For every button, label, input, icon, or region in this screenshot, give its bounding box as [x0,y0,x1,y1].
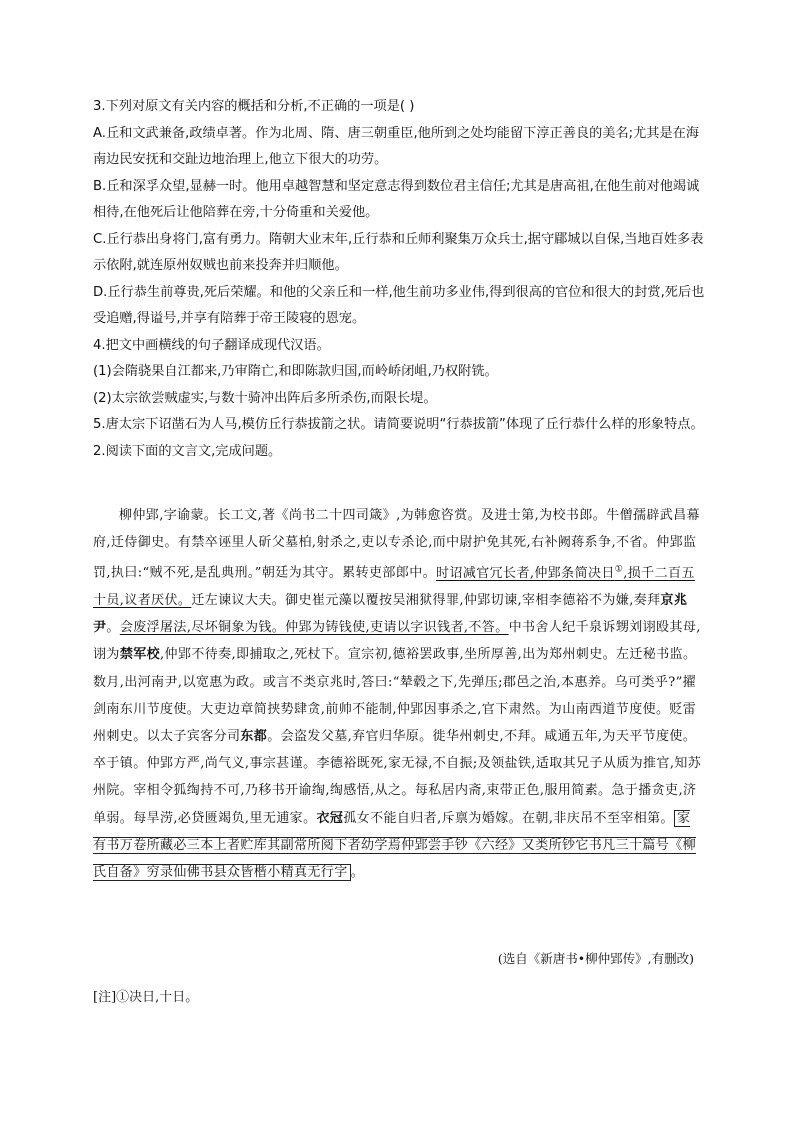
bold-term: 禁军校 [119,647,161,663]
question-3 [93,94,705,465]
passage-segment: 。 [350,864,365,880]
passage-segment: 迁左谏议大夫。御史崔元藻以覆按吴湘狱得罪,仲郢切谏,宰相李德裕不为嫌,奏拜 [191,592,661,608]
option-d: D.丘行恭生前尊贵,死后荣耀。和他的父亲丘和一样,他生前功多业伟,得到很高的官位和很大的封赏,死后也受追赠,得谥号,并享有陪葬于帝王陵寝的恩宠。 [93,284,705,326]
passage-segment: 。会盗发父墓,弃官归华原。徙华州刺史,不拜。咸通五年,为天平节度使。卒于镇。仲郢方严,尚气义,事宗甚谨。李德裕既死,家无禄,不自振;及领盐铁,适取其兄子从质为推官,知苏州院。宰相令狐绹持不可,乃移书开谕绹,绹感悟,从之。每私居内斋,束带正色,服用简素。急于播贪吏,济单弱。每旱涝,必贷匮竭负,里无逋家。 [93,728,702,826]
question-5-stem: 5.唐太宗下诏凿石为人马,模仿丘行恭拔箭之状。请简要说明“行恭拔箭”体现了丘行恭什么样的形象特点。 [93,417,704,432]
passage-segment: 中书舍人纪千泉诉甥刘诩殴其母,诩为 [93,620,701,663]
footnote: [注]①决日,十日。 [93,990,199,1005]
passage-segment: ,仲郢不待奏,即捕取之,死杖下。宣宗初,德裕罢政事,坐所厚善,出为郑州刺史。左迁秘书监。数月,出河南尹,以宽惠为政。或言不类京兆时,答曰:“辇毂之下,先弹压;郡邑之治,本惠养。乌可类乎?”擢剑南东川节度使。大吏边章简挟势肆贪,前帅不能制,仲郢因事杀之,官下肃然。为山南西道节度使。贬雷州刺史。以太子宾客分司 [93,647,697,744]
question-4-sentence-1: (1)会隋骁果自江都来,乃审隋亡,和即陈款归国,而岭峤闭岨,乃权附铣。 [93,364,498,379]
boxed-sentence: 家有书万卷所藏必三本上者贮库其副常所阅下者幼学焉仲郢尝手钞《六经》又类所钞它书凡三十篇号《柳氏自备》穷录仙佛书县众皆楷小精真无行字 [93,810,697,880]
question-4-sentence-2: (2)太宗欲尝贼虚实,与数十骑冲出阵后多所杀伤,而限长堤。 [93,390,437,406]
underlined-text: 时诏减官冗长者,仲郢条简决日 [436,565,615,581]
option-c: C.丘行恭出身将门,富有勇力。隋朝大业末年,丘行恭和丘师利聚集万众兵士,据守郿城以自保,当地百姓多表示依附,就连原州奴贼也前来投奔并归顺他。 [93,231,704,273]
passage-text [93,502,703,886]
passage-segment: 。 [106,620,120,636]
bold-term: 衣冠 [316,810,344,826]
classical-passage [93,502,703,886]
footnote-marker: ① [614,564,624,575]
source-citation: (选自《新唐书•柳仲郢传》,有删改) [497,951,694,966]
underlined-sentence-2: 会废浮屠法,尽坏铜象为钱。仲郢为铸钱使,吏请以字识钱者,不答。 [119,620,509,636]
bold-term: 京兆尹 [93,592,688,636]
option-b: B.丘和深孚众望,显赫一时。他用卓越智慧和坚定意志得到数位君主信任;尤其是唐高祖,在他生前对他竭诚相待,在他死后让他陪葬在旁,十分倚重和关爱他。 [93,178,700,220]
question-2-stem: 2.阅读下面的文言文,完成问题。 [93,443,282,459]
underlined-text: ,损千二百五十员,议者厌伏。 [93,565,695,608]
passage-segment: 柳仲郢,字谕蒙。长工文,著《尚书二十四司箴》,为韩愈咨赏。及进士第,为校书郎。牛僧孺辟武昌幕府,迁侍御史。有禁卒诬里人斫父墓柏,射杀之,吏以专杀论,而中尉护免其死,右补阙蒋系争,不省。仲郢监罚,执曰:“贼不死,是乱典刑。”朝廷为其守。累转吏部郎中。 [93,508,700,581]
bold-term: 东都 [240,728,268,744]
passage-segment: 孤女不能自归者,斥禀为婚嫁。在朝,非庆吊不至宰相第。 [343,810,674,826]
question-3-stem: 3.下列对原文有关内容的概括和分析,不正确的一项是( ) [93,99,415,114]
option-a: A.丘和文武兼备,政绩卓著。作为北周、隋、唐三朝重臣,他所到之处均能留下淳正善良的美名;尤其是在海南边民安抚和交趾边地治理上,他立下很大的功劳。 [93,125,700,167]
question-4-stem: 4.把文中画横线的句子翻译成现代汉语。 [93,337,330,353]
